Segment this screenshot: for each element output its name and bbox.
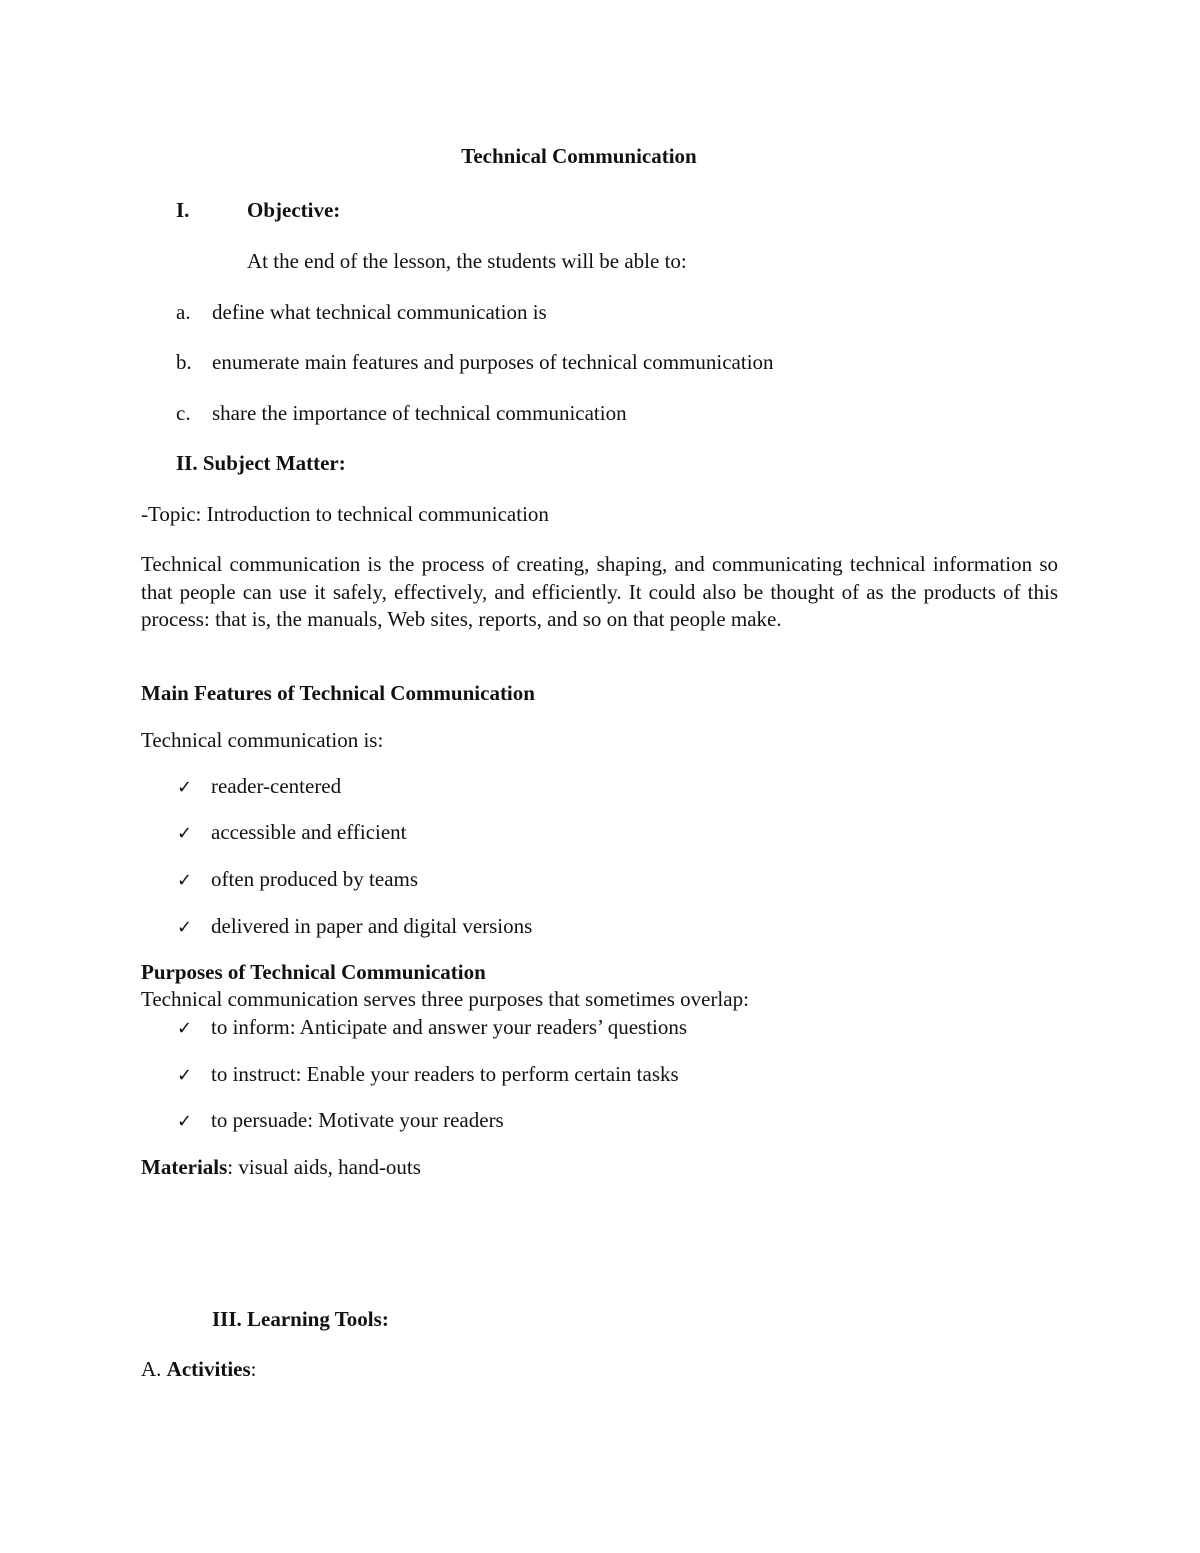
list-text: accessible and efficient: [211, 820, 407, 844]
list-text: delivered in paper and digital versions: [211, 914, 533, 938]
activities-suffix: :: [250, 1357, 257, 1381]
list-item: [176, 400, 627, 427]
section-numeral: I.: [176, 198, 190, 222]
checkmark-icon: ✓: [177, 917, 193, 938]
section-heading-objective: Objective:: [247, 198, 341, 222]
objective-intro: At the end of the lesson, the students will be able to:: [247, 249, 687, 273]
list-text: enumerate main features and purposes of technical communication: [212, 350, 774, 374]
checkmark-icon: ✓: [177, 1018, 193, 1039]
list-item: [177, 1061, 679, 1089]
list-item: [177, 866, 418, 894]
materials-line: [141, 1154, 421, 1181]
activities-label: Activities: [166, 1357, 251, 1381]
list-text: to persuade: Motivate your readers: [211, 1108, 504, 1132]
list-item: [177, 1014, 687, 1042]
list-item: [177, 773, 341, 801]
materials-text: : visual aids, hand-outs: [227, 1155, 421, 1179]
list-item: [177, 819, 407, 847]
list-letter: b.: [176, 350, 192, 374]
list-text: define what technical communication is: [212, 300, 547, 324]
materials-label: Materials: [141, 1155, 228, 1179]
checkmark-icon: ✓: [177, 777, 193, 798]
checkmark-icon: ✓: [177, 1111, 193, 1132]
checkmark-icon: ✓: [177, 823, 193, 844]
section-heading-subject-matter: II. Subject Matter:: [176, 451, 346, 475]
list-item: [177, 913, 532, 941]
purposes-intro: Technical communication serves three purposes that sometimes overlap:: [141, 987, 749, 1011]
list-item: [176, 299, 547, 326]
list-item: [176, 349, 774, 376]
features-intro: Technical communication is:: [141, 728, 384, 752]
list-letter: a.: [176, 300, 191, 324]
checkmark-icon: ✓: [177, 1065, 193, 1086]
activities-prefix: A.: [141, 1357, 167, 1381]
list-letter: c.: [176, 401, 191, 425]
checkmark-icon: ✓: [177, 870, 193, 891]
list-text: often produced by teams: [211, 867, 419, 891]
features-heading: Main Features of Technical Communication: [141, 681, 535, 705]
document-title: Technical Communication: [461, 144, 697, 168]
list-text: reader-centered: [211, 774, 342, 798]
list-text: to instruct: Enable your readers to perform certain tasks: [211, 1062, 679, 1086]
activities-line: [141, 1356, 257, 1383]
topic-line: -Topic: Introduction to technical communication: [141, 502, 549, 526]
definition-paragraph: Technical communication is the process of creating, shaping, and communicating technical information so that people can use it safely, effectively, and efficiently. It could also be thought of as the products of this process: that is, the manuals, Web sites, reports, and so on that people make.: [141, 552, 1058, 631]
list-item: [177, 1107, 504, 1135]
list-text: to inform: Anticipate and answer your readers’ questions: [211, 1015, 688, 1039]
purposes-heading: Purposes of Technical Communication: [141, 960, 486, 984]
section-heading-learning-tools: III. Learning Tools:: [212, 1307, 389, 1331]
list-text: share the importance of technical communication: [212, 401, 627, 425]
